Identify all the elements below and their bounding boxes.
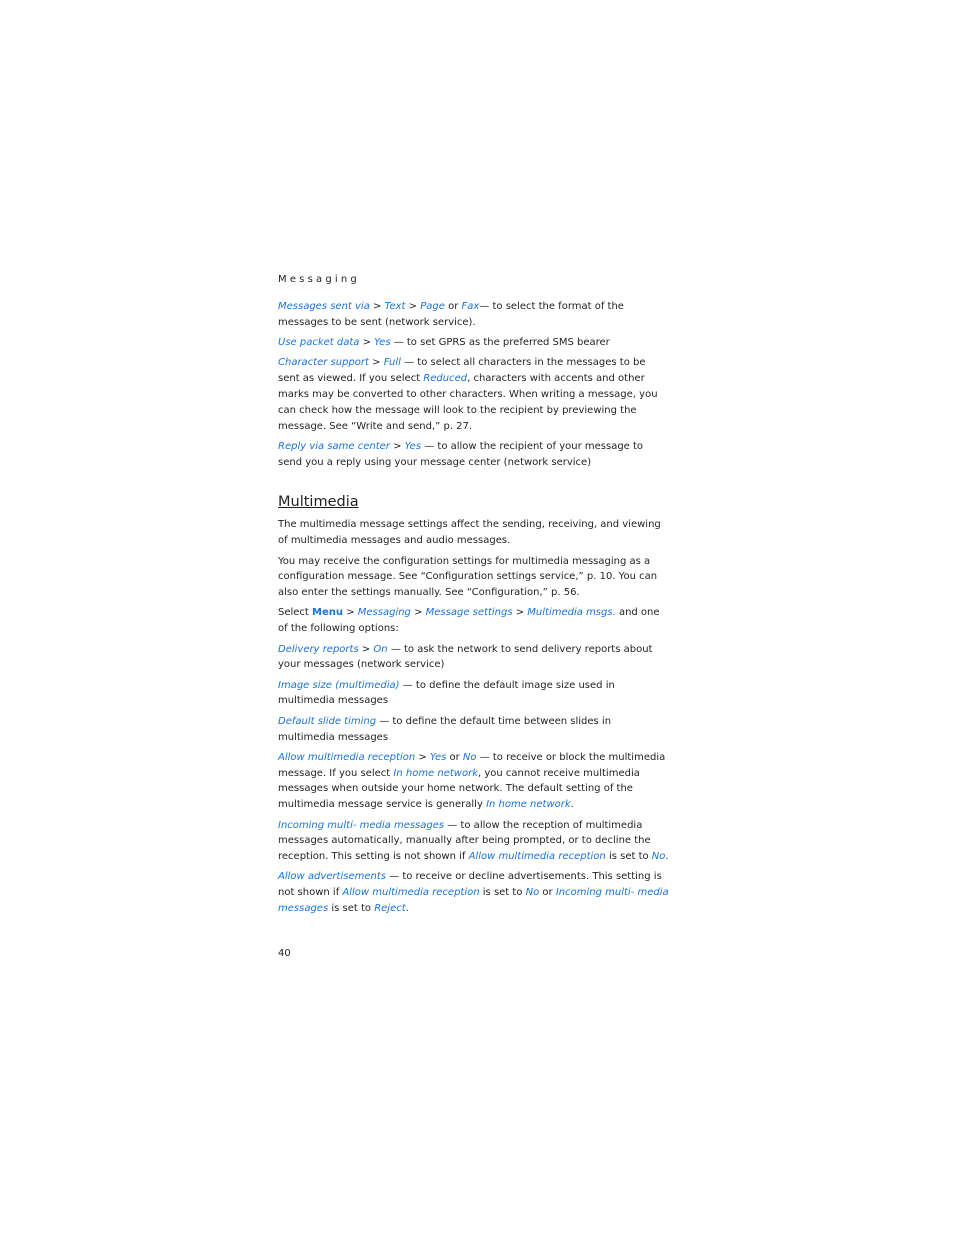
description-text: — to receive or decline advertisements. This setting is not shown if [278, 871, 662, 899]
description-text: — to select all characters in the messages to be sent as viewed. If you select [278, 357, 646, 385]
paragraph-use-packet-data [278, 335, 670, 351]
option-link: Messages sent via [278, 301, 370, 312]
option-link: In home network [486, 799, 571, 811]
conjunction: or [446, 751, 463, 763]
option-link: No [525, 887, 540, 899]
option-link: Character support [278, 357, 369, 369]
option-link: Multimedia msgs. [527, 607, 616, 619]
option-link: Allow multimedia reception [342, 887, 480, 899]
description-text: — to allow the recipient of your message to send you a reply using your message center (network service) [278, 440, 644, 468]
section-heading: Multimedia [278, 494, 359, 511]
separator: > [343, 607, 358, 619]
punctuation: . [405, 903, 409, 914]
description-text: is set to [605, 851, 652, 863]
conjunction: or [539, 887, 556, 899]
conjunction: or [444, 301, 462, 312]
option-link: Full [383, 357, 401, 369]
paragraph-default-slide-timing [278, 714, 670, 746]
paragraph-configuration: You may receive the configuration settings for multimedia messaging as a configuration message. See “Configuration settings service,” p. 10. You can also enter the settings manually. See “Configuration,” p. 56. [278, 555, 658, 599]
paragraph-messages-sent-via [278, 299, 670, 331]
option-link: Page [420, 301, 445, 312]
separator: > [512, 607, 528, 619]
paragraph-allow-advertisements [278, 869, 670, 916]
option-link: Use packet data [278, 337, 360, 349]
option-link: Incoming multi- media messages [278, 819, 445, 831]
option-link: Messaging [357, 607, 411, 619]
paragraph-incoming-multimedia-messages [278, 818, 670, 865]
paragraph-delivery-reports [278, 642, 670, 674]
page-number: 40 [278, 948, 291, 959]
separator: > [405, 301, 421, 312]
option-link: Delivery reports [278, 643, 359, 655]
description-text: Select [278, 607, 313, 619]
separator: > [368, 357, 384, 369]
option-link: Incoming multi- media messages [278, 887, 669, 914]
description-text: — to set GPRS as the preferred SMS bearer [390, 337, 610, 349]
description-text: and one of the following options: [278, 607, 660, 635]
separator: > [415, 751, 430, 763]
option-link: Allow multimedia reception [278, 751, 416, 763]
description-text: — to allow the reception of multimedia messages automatically, manually after being prompted, or to decline the reception. This setting is not shown if [278, 819, 651, 863]
option-link: Reject [374, 903, 406, 914]
option-link: No [462, 751, 477, 763]
separator: > [358, 643, 374, 655]
option-link: Reply via same center [278, 440, 390, 452]
description-text: — to define the default time between slides in multimedia messages [278, 715, 612, 743]
option-link: Yes [374, 337, 391, 349]
menu-link: Menu [312, 607, 344, 619]
separator: > [389, 440, 405, 452]
option-link: Message settings [425, 607, 513, 619]
page-body [278, 299, 670, 921]
option-link: Image size (multimedia) [278, 679, 400, 691]
option-link: Fax [461, 301, 480, 312]
option-link: Allow advertisements [278, 871, 386, 883]
description-text: , characters with accents and other marks may be converted to other characters. When writing a message, you can check how the message will look to the recipient by previewing the message. See “Write and send,” p. 27. [278, 373, 658, 432]
option-link: Allow multimedia reception [468, 851, 606, 863]
punctuation: . [570, 799, 574, 811]
description-text: is set to [479, 887, 526, 899]
separator: > [369, 301, 385, 312]
option-link: Text [384, 301, 406, 312]
separator: > [410, 607, 426, 619]
paragraph-menu-path [278, 605, 670, 637]
paragraph-reply-via-same-center [278, 439, 670, 471]
paragraph-intro: The multimedia message settings affect the sending, receiving, and viewing of multimedia messages and audio messages. [278, 519, 661, 547]
paragraph-character-support [278, 355, 670, 434]
paragraph-image-size [278, 678, 670, 710]
option-link: On [373, 643, 388, 655]
description-text: — to ask the network to send delivery reports about your messages (network service) [278, 643, 653, 671]
option-link: Reduced [423, 373, 468, 385]
description-text: — to select the format of the messages to be sent (network service). [278, 301, 624, 328]
option-link: In home network [393, 767, 478, 779]
description-text: — to define the default image size used in multimedia messages [278, 679, 615, 707]
option-link: Default slide timing [278, 715, 377, 727]
separator: > [359, 337, 375, 349]
option-link: No [651, 851, 666, 863]
description-text: — to receive or block the multimedia message. If you select [278, 751, 666, 779]
description-text: is set to [328, 903, 375, 914]
option-link: Yes [404, 440, 422, 452]
punctuation: . [665, 851, 669, 863]
running-header: Messaging [278, 274, 360, 285]
description-text: , you cannot receive multimedia messages when outside your home network. The default setting of the multimedia message service is generally [278, 767, 640, 811]
option-link: Yes [429, 751, 447, 763]
paragraph-allow-multimedia-reception [278, 750, 670, 813]
